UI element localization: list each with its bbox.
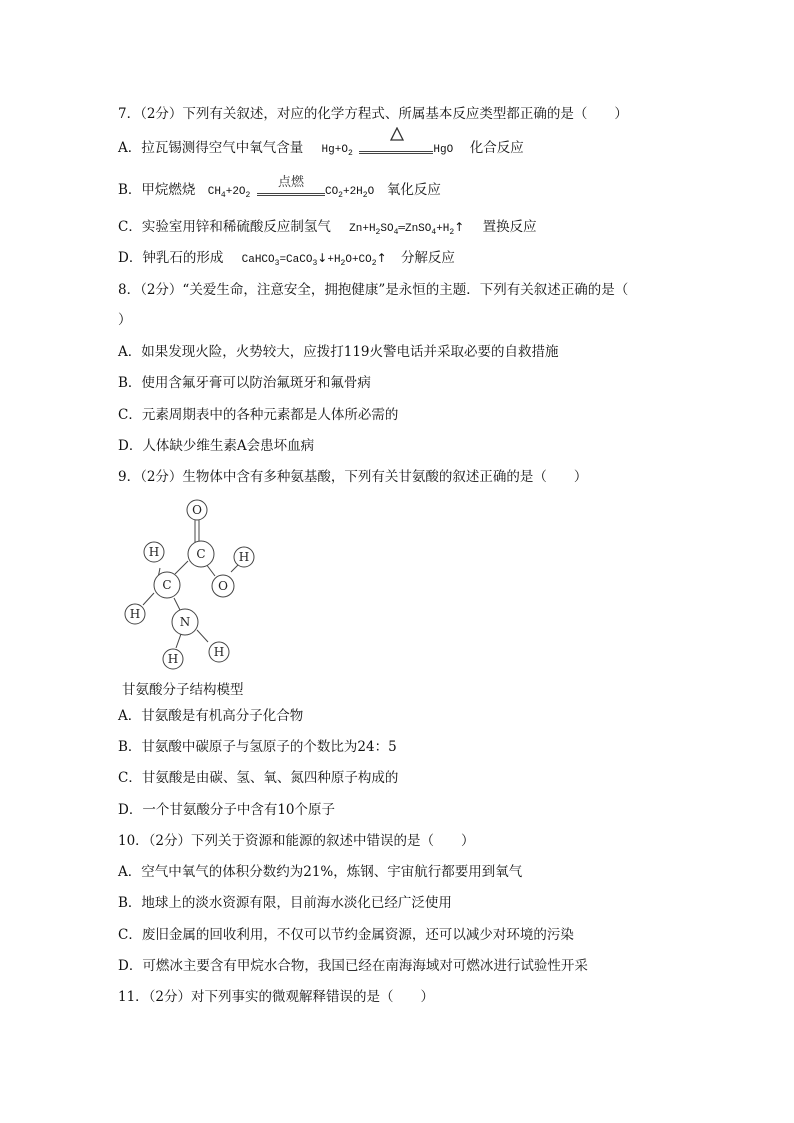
atom-o-oh: O bbox=[218, 579, 228, 593]
heat-triangle-icon bbox=[390, 127, 404, 141]
q8-option-d: D．人体缺少维生素A会患坏血病 bbox=[118, 438, 315, 454]
q10-stem: 10．（2分）下列关于资源和能源的叙述中错误的是（ ） bbox=[118, 833, 475, 849]
q7-option-a-equation: $Hg+O_2$ HgO bbox=[322, 144, 460, 156]
q8-stem-line1: 8．（2分）“关爱生命，注意安全，拥抱健康”是永恒的主题．下列有关叙述正确的是（ bbox=[118, 282, 629, 298]
q10-option-a: A．空气中氧气的体积分数约为21%，炼钢、宇宙航行都要用到氧气 bbox=[118, 864, 523, 880]
reaction-condition-ignite: 点燃 bbox=[257, 185, 325, 197]
q7-option-d bbox=[118, 248, 455, 274]
q7-option-b-label: B．甲烷燃烧 bbox=[118, 182, 196, 198]
atom-c-top: C bbox=[196, 547, 206, 561]
q8-option-b: B．使用含氟牙膏可以防治氟斑牙和氟骨病 bbox=[118, 375, 371, 391]
q8-option-a: A．如果发现火险，火势较大，应拨打119火警电话并采取必要的自救措施 bbox=[118, 344, 559, 360]
q7-option-c-type: 置换反应 bbox=[482, 219, 537, 235]
q7-option-d-type: 分解反应 bbox=[400, 250, 455, 266]
q7-option-a-type: 化合反应 bbox=[469, 140, 524, 156]
q9-option-c: C．甘氨酸是由碳、氢、氧、氮四种原子构成的 bbox=[118, 770, 399, 786]
q7-option-a-label: A．拉瓦锡测得空气中氧气含量 bbox=[118, 140, 304, 156]
atom-h-oh: H bbox=[238, 550, 250, 564]
q7-option-b-equation: $CH_4+2O_2$ 点燃 $CO_2+2H_2O$ bbox=[207, 175, 375, 201]
q10-option-d: D．可燃冰主要含有甲烷水合物，我国已经在南海海域对可燃冰进行试验性开采 bbox=[118, 958, 588, 974]
q7-option-c bbox=[118, 217, 537, 243]
reaction-condition-heat bbox=[359, 143, 433, 155]
q8-stem-line2: ） bbox=[118, 312, 132, 328]
atom-n: N bbox=[179, 615, 191, 629]
q7-option-d-equation: $CaHCO_3=CaCO_3↓+H_2O+CO_2↑$ bbox=[241, 251, 387, 269]
q9-option-a: A．甘氨酸是有机高分子化合物 bbox=[118, 708, 304, 724]
q11-stem: 11．（2分）对下列事实的微观解释错误的是（ ） bbox=[118, 989, 435, 1005]
q7-option-c-label: C．实验室用锌和稀硫酸反应制氢气 bbox=[118, 219, 331, 235]
q7-option-c-equation: $Zn+H_2SO_4═ZnSO_4+H_2↑$ bbox=[349, 220, 465, 238]
q10-option-b: B．地球上的淡水资源有限，目前海水淡化已经广泛使用 bbox=[118, 895, 452, 911]
q10-option-c: C．废旧金属的回收利用，不仅可以节约金属资源，还可以减少对环境的污染 bbox=[118, 927, 574, 943]
q7-stem: 7．（2分）下列有关叙述，对应的化学方程式、所属基本反应类型都正确的是（ ） bbox=[118, 106, 628, 122]
q7-option-a bbox=[118, 138, 524, 164]
atom-h-left: H bbox=[148, 545, 160, 559]
atom-h-n1: H bbox=[167, 652, 179, 666]
q7-option-b-type: 氧化反应 bbox=[386, 182, 441, 198]
molecule-caption: 甘氨酸分子结构模型 bbox=[122, 682, 244, 698]
atom-h-n2: H bbox=[213, 645, 225, 659]
atom-c-mid: C bbox=[162, 578, 172, 592]
q8-option-c: C．元素周期表中的各种元素都是人体所必需的 bbox=[118, 407, 399, 423]
atom-h-low: H bbox=[129, 607, 141, 621]
q7-option-b bbox=[118, 175, 441, 206]
q7-option-d-label: D．钟乳石的形成 bbox=[118, 250, 224, 266]
atom-o-top: O bbox=[192, 503, 202, 517]
glycine-molecule-model bbox=[118, 496, 268, 676]
q9-option-b: B．甘氨酸中碳原子与氢原子的个数比为24：5 bbox=[118, 739, 397, 755]
q9-stem: 9．（2分）生物体中含有多种氨基酸，下列有关甘氨酸的叙述正确的是（ ） bbox=[118, 469, 588, 485]
q9-option-d: D．一个甘氨酸分子中含有10个原子 bbox=[118, 802, 336, 818]
